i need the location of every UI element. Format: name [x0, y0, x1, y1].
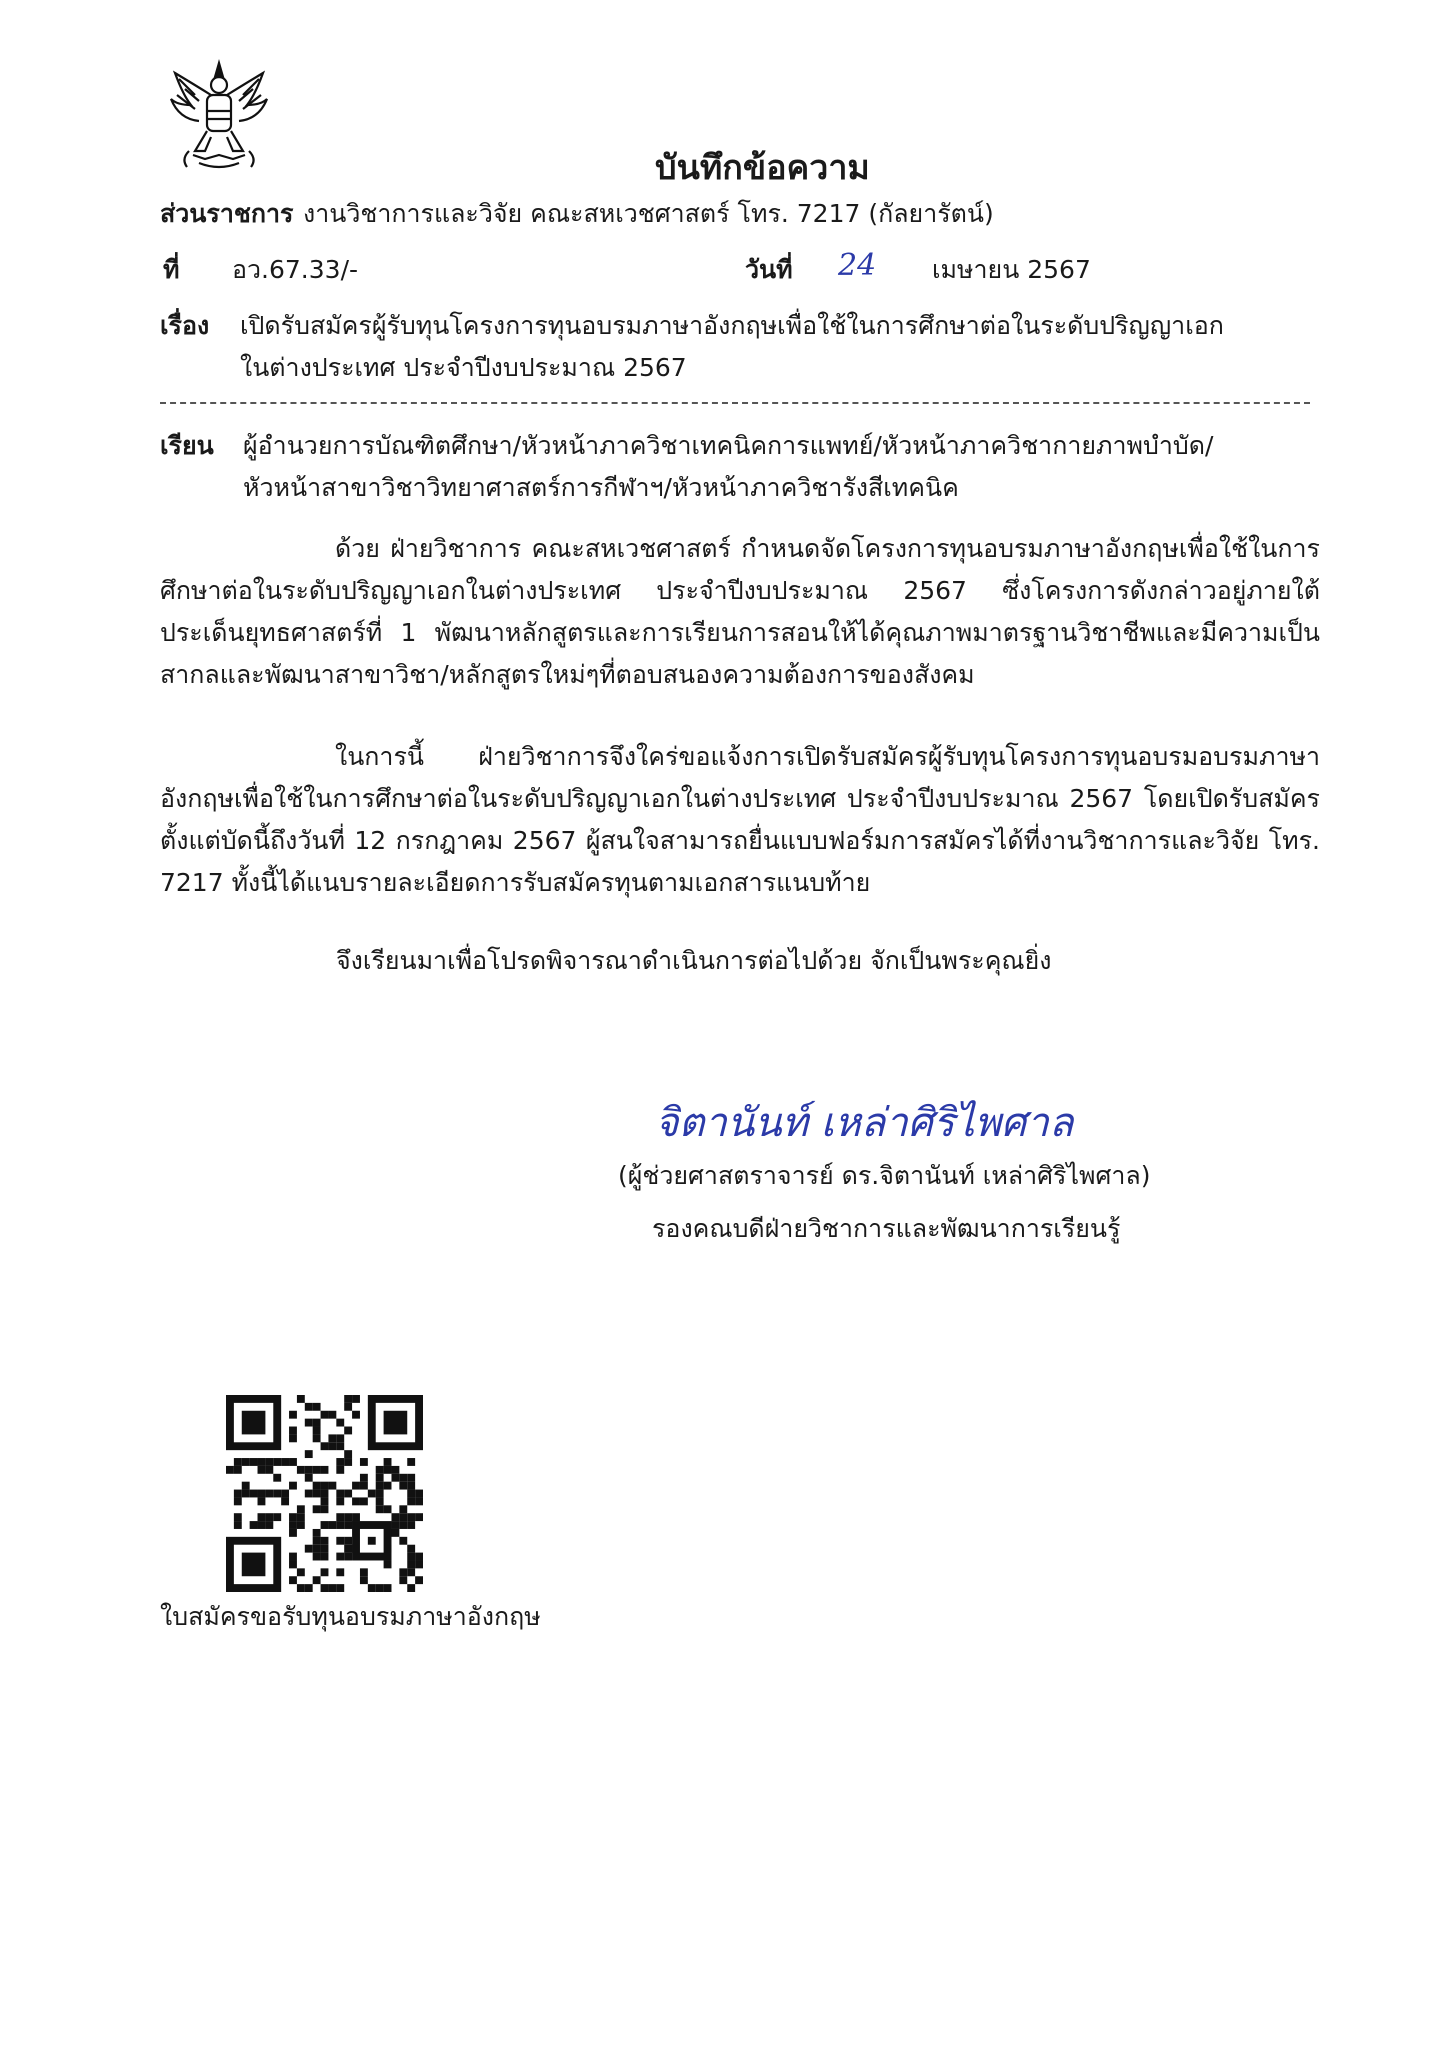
handwritten-date: 24 — [838, 248, 877, 283]
department-value: งานวิชาการและวิจัย คณะสหเวชศาสตร์ โทร. 7217 (กัลยารัตน์) — [303, 199, 994, 228]
application-form-qr-code[interactable] — [226, 1395, 423, 1592]
date-value: เมษายน 2567 — [932, 255, 1091, 284]
department-label: ส่วนราชการ — [160, 199, 294, 228]
memo-title: บันทึกข้อความ — [655, 148, 870, 188]
body-paragraph-1: ด้วย ฝ่ายวิชาการ คณะสหเวชศาสตร์ กำหนดจัดโครงการทุนอบรมภาษาอังกฤษเพื่อใช้ในการศึกษาต่อในระดับปริญญาเอกในต่างประเทศ ประจำปีงบประมาณ 2567 ซึ่งโครงการดังกล่าวอยู่ภายใต้ประเด็นยุทธศาสตร์ที่ 1 พัฒนาหลักสูตรและการเรียนการสอนให้ได้คุณภาพมาตรฐานวิชาชีพและมีความเป็นสากลและพัฒนาสาขาวิชา/หลักสูตรใหม่ๆที่ตอบสนองความต้องการของสังคม — [160, 534, 1320, 689]
reference-number: อว.67.33/- — [232, 255, 359, 284]
closing-line: จึงเรียนมาเพื่อโปรดพิจารณาดำเนินการต่อไปด้วย จักเป็นพระคุณยิ่ง — [336, 946, 1052, 975]
recipient-label: เรียน — [160, 431, 214, 460]
date-label: วันที่ — [745, 255, 793, 284]
recipient-line-1: ผู้อำนวยการบัณฑิตศึกษา/หัวหน้าภาควิชาเทคนิคการแพทย์/หัวหน้าภาควิชากายภาพบำบัด/ — [243, 431, 1214, 460]
qr-caption: ใบสมัครขอรับทุนอบรมภาษาอังกฤษ — [160, 1602, 541, 1631]
signatory-position: รองคณบดีฝ่ายวิชาการและพัฒนาการเรียนรู้ — [652, 1214, 1121, 1243]
signatory-name: (ผู้ช่วยศาสตราจารย์ ดร.จิตานันท์ เหล่าศิริไพศาล) — [618, 1161, 1151, 1190]
garuda-emblem-icon — [165, 55, 273, 173]
subject-line-1: เปิดรับสมัครผู้รับทุนโครงการทุนอบรมภาษาอังกฤษเพื่อใช้ในการศึกษาต่อในระดับปริญญาเอก — [240, 311, 1224, 340]
header-divider — [160, 402, 1310, 404]
signature-handwritten: จิตานันท์ เหล่าศิริไพศาล — [655, 1100, 1074, 1146]
subject-label: เรื่อง — [160, 311, 210, 340]
subject-line-2: ในต่างประเทศ ประจำปีงบประมาณ 2567 — [240, 353, 687, 382]
recipient-line-2: หัวหน้าสาขาวิชาวิทยาศาสตร์การกีฬาฯ/หัวหน้าภาควิชารังสีเทคนิค — [243, 473, 959, 502]
reference-label: ที่ — [163, 255, 180, 284]
body-paragraph-2: ในการนี้ ฝ่ายวิชาการจึงใคร่ขอแจ้งการเปิดรับสมัครผู้รับทุนโครงการทุนอบรมอบรมภาษาอังกฤษเพื่อใช้ในการศึกษาต่อในระดับปริญญาเอกในต่างประเทศ ประจำปีงบประมาณ 2567 โดยเปิดรับสมัครตั้งแต่บัดนี้ถึงวันที่ 12 กรกฎาคม 2567 ผู้สนใจสามารถยื่นแบบฟอร์มการสมัครได้ที่งานวิชาการและวิจัย โทร. 7217 ทั้งนี้ได้แนบรายละเอียดการรับสมัครทุนตามเอกสารแนบท้าย — [160, 742, 1320, 897]
